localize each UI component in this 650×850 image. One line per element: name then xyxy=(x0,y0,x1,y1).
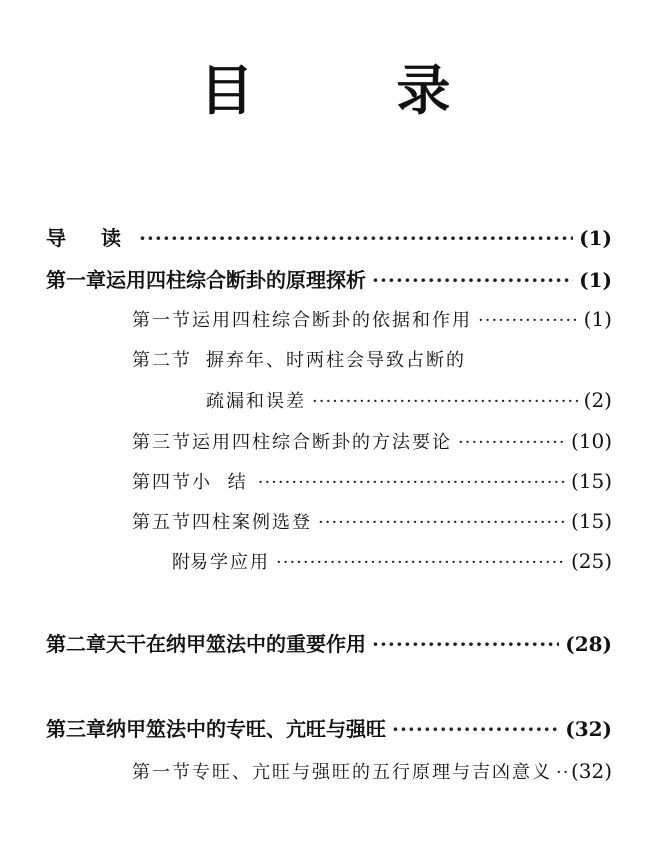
toc-page: (25) xyxy=(570,549,612,573)
toc-label: 第三章 xyxy=(46,717,106,741)
toc-label: 第一节 xyxy=(132,310,192,331)
toc-page: (1) xyxy=(579,268,612,292)
toc-leader xyxy=(258,472,565,493)
toc-title: 摒弃年、时两柱会导致占断的 xyxy=(206,350,466,371)
toc-page: (1) xyxy=(583,307,612,331)
toc-entry-chapter-3[interactable] xyxy=(46,713,612,739)
toc-title: 纳甲筮法中的专旺、亢旺与强旺 xyxy=(106,717,386,741)
toc-title: 疏漏和误差 xyxy=(206,391,306,412)
toc-label: 导 读 xyxy=(46,226,135,250)
toc-leader xyxy=(556,762,567,783)
toc-entry-section-1-2-cont[interactable] xyxy=(206,387,612,413)
toc-leader xyxy=(312,391,578,412)
toc-leader xyxy=(139,226,573,250)
toc-page: (15) xyxy=(570,509,612,533)
toc-title: 运用四柱综合断卦的原理探析 xyxy=(106,268,366,292)
toc-label: 第一章 xyxy=(46,268,106,292)
toc-label: 第四节 xyxy=(132,472,192,493)
toc-leader xyxy=(392,717,559,741)
toc-leader xyxy=(318,512,565,533)
toc-title: 专旺、亢旺与强旺的五行原理与吉凶意义 xyxy=(192,762,552,783)
toc-title: 易学应用 xyxy=(190,552,270,573)
toc-title: 四柱案例选登 xyxy=(192,512,312,533)
toc-entry-chapter-1[interactable] xyxy=(46,264,612,290)
toc-label: 第一节 xyxy=(132,762,192,783)
toc-label: 第五节 xyxy=(132,512,192,533)
toc-entry-section-1-5[interactable] xyxy=(132,508,612,534)
toc-title: 运用四柱综合断卦的方法要论 xyxy=(192,432,452,453)
toc-entry-section-1-3[interactable] xyxy=(132,428,612,454)
toc-entry-section-1-1[interactable] xyxy=(132,306,612,332)
toc-entry-appendix[interactable] xyxy=(172,548,612,574)
toc-leader xyxy=(478,310,578,331)
toc-label: 第三节 xyxy=(132,432,192,453)
toc-label: 第二节 xyxy=(132,350,192,371)
toc-entry-section-1-4[interactable] xyxy=(132,468,612,494)
toc-leader xyxy=(372,632,559,656)
toc-leader xyxy=(372,268,573,292)
toc-page: (32) xyxy=(565,717,612,741)
toc-entry-section-1-2[interactable] xyxy=(132,346,612,372)
toc-page: (2) xyxy=(583,388,612,412)
toc-leader xyxy=(458,432,565,453)
toc-entry-section-3-1[interactable] xyxy=(132,758,612,784)
toc-leader xyxy=(276,552,565,573)
toc-page: (32) xyxy=(570,759,612,783)
toc-entry-chapter-2[interactable] xyxy=(46,628,612,654)
toc-page: (1) xyxy=(579,226,612,250)
toc-entry-intro[interactable] xyxy=(46,222,612,248)
toc-page: (28) xyxy=(565,632,612,656)
toc-page: (10) xyxy=(570,429,612,453)
toc-label: 附 xyxy=(172,552,190,573)
page-title: 目 录 xyxy=(199,58,513,122)
toc-title: 小 结 xyxy=(192,472,252,493)
toc-title: 天干在纳甲筮法中的重要作用 xyxy=(106,632,366,656)
toc-label: 第二章 xyxy=(46,632,106,656)
toc-page: (15) xyxy=(570,469,612,493)
toc-title: 运用四柱综合断卦的依据和作用 xyxy=(192,310,472,331)
